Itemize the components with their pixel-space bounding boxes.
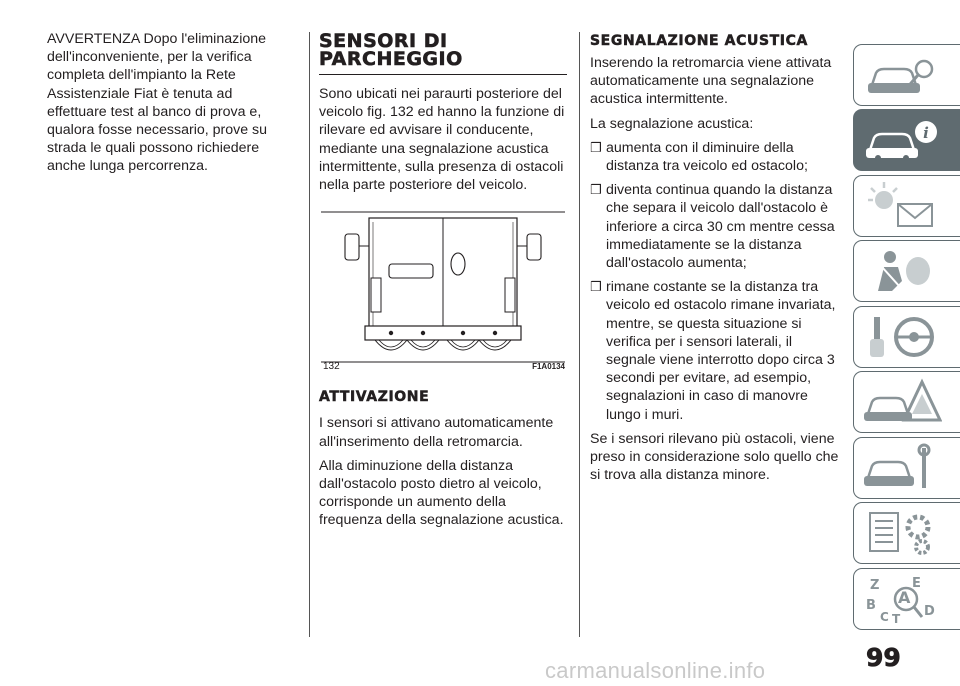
svg-text:C: C	[880, 610, 889, 624]
bullet-text: rimane costante se la distanza tra veicolo ed ostacolo rimane invariata, mentre, se questa situazione si verifica per i sensori laterali, il segnale viene interrotto dopo circa 3 secondi per evitare, ad esempio, segnalazioni in caso di manovre lungo i muri.	[606, 279, 836, 423]
figure-code: F1A0134	[532, 362, 565, 372]
activation-text-1: I sensori si attivano automaticamente all'inserimento della retromarcia.	[319, 415, 554, 450]
tab-key-steering[interactable]	[853, 306, 960, 368]
svg-text:B: B	[866, 598, 876, 613]
acoustic-closing: Se i sensori rilevano più ostacoli, viene preso in considerazione solo quello che si trova alla distanza minore.	[590, 430, 839, 484]
bullet-text: aumenta con il diminuire della distanza tra veicolo ed ostacolo;	[606, 139, 808, 175]
figure-number: 132	[323, 361, 340, 373]
breakdown-icon	[862, 376, 942, 428]
tab-specs[interactable]	[853, 502, 960, 564]
bullet-checkbox-icon: ❒	[590, 139, 602, 155]
tab-seatbelt-airbag[interactable]	[853, 240, 960, 302]
column-warning	[47, 30, 292, 182]
watermark: carmanualsonline.info	[545, 658, 766, 683]
column-divider	[579, 32, 580, 637]
bullet-checkbox-icon: ❒	[590, 182, 602, 198]
svg-text:E: E	[912, 576, 921, 591]
tab-index[interactable]	[853, 568, 960, 630]
list-item	[590, 139, 842, 175]
section-title-acoustic-signal: SEGNALAZIONE ACUSTICA	[590, 33, 808, 49]
key-steering-wheel-icon	[862, 311, 942, 363]
tab-car-maintenance[interactable]	[853, 437, 960, 499]
specs-gear-icon	[862, 507, 942, 559]
svg-text:D: D	[924, 604, 935, 619]
acoustic-intro: Inserendo la retromarcia viene attivata automaticamente una segnalazione acustica intermittente.	[590, 55, 832, 108]
list-item	[590, 278, 842, 424]
page-number: 99	[866, 643, 901, 672]
column-parking-sensors	[319, 30, 567, 536]
parking-sensors-intro: Sono ubicati nei paraurti posteriore del veicolo fig. 132 ed hanno la funzione di rilevare ed avvisare il conducente, mediante una segnalazione acustica intermittente, sulla presenza di ostacoli nella parte posteriore del veicolo.	[319, 86, 565, 194]
column-acoustic-signal	[590, 30, 842, 490]
car-key-icon	[862, 49, 942, 101]
index-letters-icon	[862, 573, 942, 625]
svg-text:A: A	[898, 588, 911, 607]
warning-text: AVVERTENZA Dopo l'eliminazione dell'inconveniente, per la verifica completa dell'impianto la Rete Assistenziale Fiat è tenuta ad effettuare test al banco di prova e, qualora fosse necessario, prove su strada le quali possono richiedere anche lunga percorrenza.	[47, 31, 268, 175]
activation-text-2: Alla diminuzione della distanza dall'ostacolo posto dietro al veicolo, corrisponde un aumento della frequenza della segnalazione acustica.	[319, 457, 564, 529]
bullet-text: diventa continua quando la distanza che separa il veicolo dall'ostacolo è inferiore a circa 30 cm mentre cessa immediatamente se la distanza dall'ostacolo aumenta;	[606, 182, 835, 272]
tab-warning-lights[interactable]	[853, 175, 960, 237]
tab-car-info[interactable]	[853, 109, 960, 171]
seatbelt-airbag-icon	[862, 245, 942, 297]
warning-lights-icon	[862, 180, 942, 232]
tab-car-key[interactable]	[853, 44, 960, 106]
figure-rear-van	[319, 208, 567, 378]
car-info-icon	[862, 114, 942, 166]
column-divider	[309, 32, 310, 637]
rear-van-illustration	[319, 208, 567, 378]
svg-text:Z: Z	[870, 578, 880, 593]
section-title-activation: ATTIVAZIONE	[319, 389, 430, 406]
info-glyph: i	[923, 124, 929, 142]
tab-breakdown[interactable]	[853, 371, 960, 433]
svg-text:T: T	[892, 612, 901, 625]
acoustic-lead: La segnalazione acustica:	[590, 115, 754, 132]
bullet-checkbox-icon: ❒	[590, 279, 602, 295]
car-maintenance-icon	[862, 442, 942, 494]
section-title-parking-sensors: SENSORI DI PARCHEGGIO	[319, 32, 567, 75]
list-item	[590, 181, 842, 272]
